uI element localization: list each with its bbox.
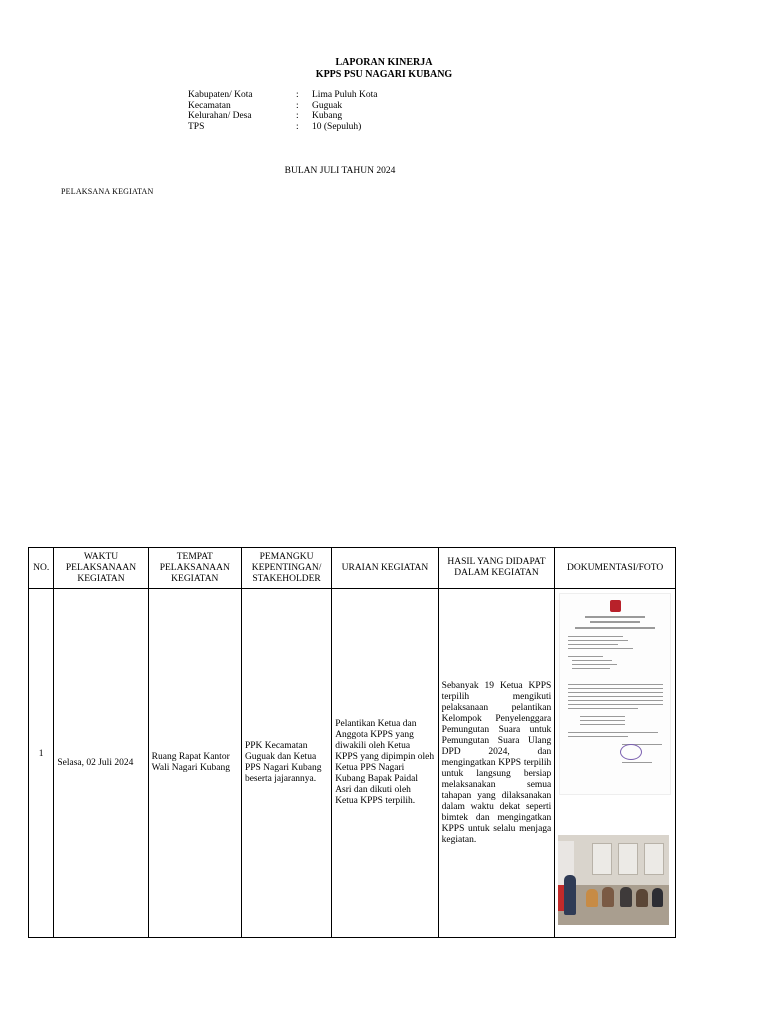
info-value: 10 (Sepuluh) — [312, 121, 362, 132]
cell-stakeholder: PPK Kecamatan Guguak dan Ketua PPS Nagari Kubang beserta jajarannya. — [241, 589, 331, 938]
executor-label: PELAKSANA KEGIATAN — [61, 187, 154, 196]
location-info — [188, 90, 377, 132]
kpu-logo-icon — [610, 600, 621, 612]
header-place: TEMPAT PELAKSANAAN KEGIATAN — [148, 548, 241, 589]
info-value: Lima Puluh Kota — [312, 90, 378, 100]
table-header-row — [29, 548, 676, 589]
info-row-tps — [188, 122, 377, 133]
header-documentation: DOKUMENTASI/FOTO — [555, 548, 676, 589]
info-row-village — [188, 111, 377, 122]
cell-description: Pelantikan Ketua dan Anggota KPPS yang diwakili oleh Ketua KPPS yang dipimpin oleh Ketua PPS Nagari Kubang Bapak Paidal Asri dan dikuti oleh Ketua KPPS terpilih. — [332, 589, 438, 938]
info-separator: : — [296, 100, 299, 111]
cell-place: Ruang Rapat Kantor Wali Nagari Kubang — [148, 589, 241, 938]
header-no: NO. — [29, 548, 54, 589]
report-subtitle: KPPS PSU NAGARI KUBANG — [315, 69, 453, 80]
info-value: Kubang — [312, 111, 343, 121]
stamp-icon — [620, 744, 642, 760]
info-row-district — [188, 101, 377, 112]
header-description: URAIAN KEGIATAN — [332, 548, 438, 589]
activity-photo — [558, 835, 669, 925]
info-separator: : — [296, 111, 299, 121]
document-letter-image — [559, 593, 671, 795]
header-result: HASIL YANG DIDAPAT DALAM KEGIATAN — [438, 548, 555, 589]
cell-documentation — [555, 589, 676, 938]
activity-table — [28, 547, 676, 938]
info-separator: : — [296, 90, 299, 100]
cell-result: Sebanyak 19 Ketua KPPS terpilih mengikuti pelaksanaan pelantikan Kelompok Penyelenggara Pemungutan Suara untuk Pemungutan Suara Ulang DPD 2024, dan mengingatkan KPPS terpilih untuk langsung bersiap melaksanakan semua tahapan yang dilaksanakan dalam waktu dekat seperti bimtek dan mengingatkan KPPS untuk selalu menjaga kegiatan. — [438, 589, 555, 938]
header-time: WAKTU PELAKSANAAN KEGIATAN — [54, 548, 148, 589]
info-value: Guguak — [312, 100, 343, 111]
info-label: Kelurahan/ Desa — [188, 111, 252, 121]
header-stakeholder: PEMANGKU KEPENTINGAN/ STAKEHOLDER — [241, 548, 331, 589]
info-row-regency — [188, 90, 377, 101]
info-label: Kabupaten/ Kota — [188, 90, 253, 100]
report-title: LAPORAN KINERJA — [335, 57, 433, 68]
cell-time: Selasa, 02 Juli 2024 — [54, 589, 148, 938]
info-separator: : — [296, 121, 299, 132]
table-row — [29, 589, 676, 938]
report-period: BULAN JULI TAHUN 2024 — [284, 166, 396, 176]
info-label: Kecamatan — [188, 100, 231, 111]
info-label: TPS — [188, 121, 205, 132]
cell-no: 1 — [29, 589, 54, 938]
